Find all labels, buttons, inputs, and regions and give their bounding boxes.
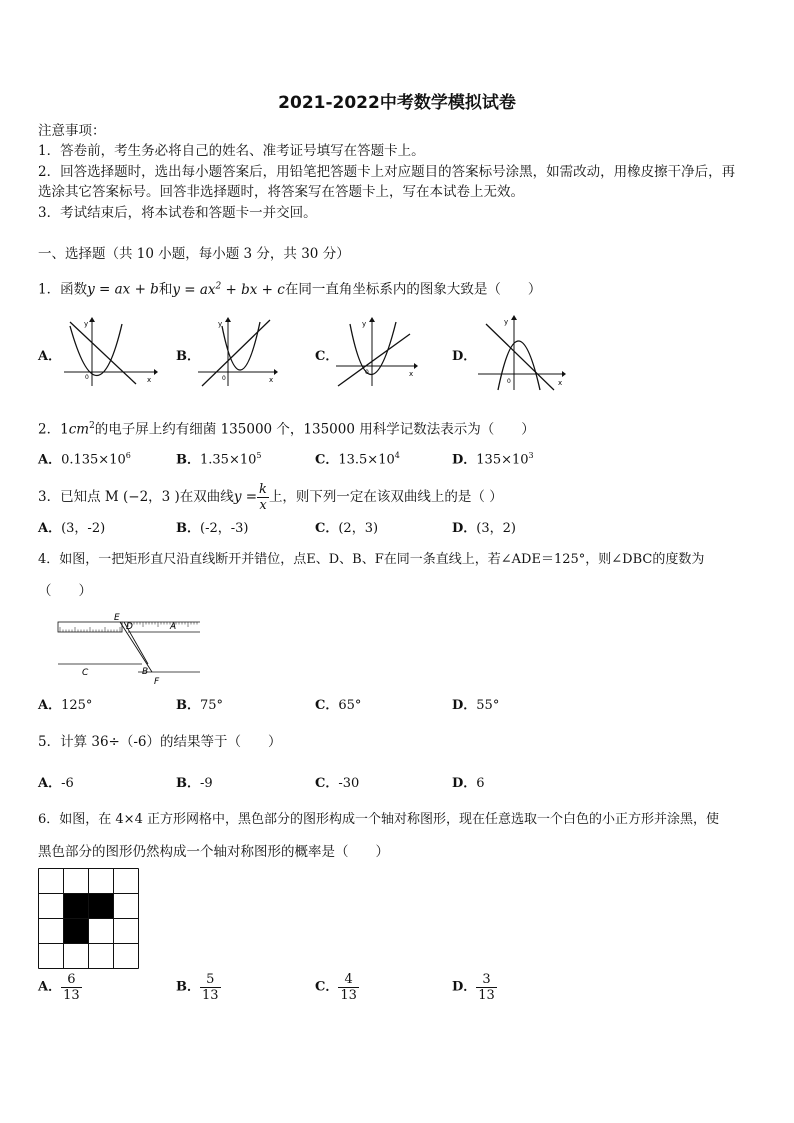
q2-pre: 2．1	[38, 421, 69, 438]
origin-label: 0	[85, 374, 89, 381]
q1-a-label: A．	[38, 349, 62, 364]
straight-line	[70, 322, 136, 384]
question-6-text-1: 6．如图，在 4×4 正方形网格中，黑色部分的图形构成一个轴对称图形，现在任意选取一个白色的小正方形并涂黑，使	[38, 812, 719, 827]
q4-d-label: D．	[452, 698, 477, 713]
q4-option-d[interactable]	[452, 697, 499, 715]
label-B: B	[142, 667, 149, 677]
q2-a-label: A．	[38, 452, 62, 468]
question-6-text-2: 黑色部分的图形仍然构成一个轴对称图形的概率是（ ）	[38, 844, 389, 860]
question-4-text: 4．如图，一把矩形直尺沿直线断开并错位，点E、D、B、F在同一条直线上，若∠ADE＝125°，则∠DBC的度数为	[38, 552, 705, 567]
q2-c-label: C．	[315, 452, 339, 468]
q6-option-c[interactable]	[315, 972, 359, 1003]
page-title: 2021-2022中考数学模拟试卷	[278, 93, 516, 113]
q1-graph-d	[476, 312, 570, 392]
q2-a-base: 0.135×10	[61, 452, 126, 468]
q2-b-label: B．	[176, 452, 200, 468]
q3-a-label: A．	[38, 521, 62, 536]
question-3-text	[38, 482, 503, 513]
y-axis-arrow	[511, 315, 517, 320]
origin-label: 0	[365, 369, 369, 376]
q1-option-a-label[interactable]	[38, 348, 61, 366]
q4-a-label: A．	[38, 698, 62, 713]
q4-b-label: B．	[176, 698, 200, 713]
q6-c-num: 4	[344, 972, 353, 987]
label-C: C	[82, 668, 89, 678]
y-axis-arrow	[89, 317, 95, 322]
notice-heading: 注意事项：	[38, 123, 106, 139]
q1-f2b: + bx + c	[221, 281, 285, 298]
q6-b-num: 5	[206, 972, 215, 987]
q2-option-b[interactable]	[176, 447, 261, 469]
q2-post: 的电子屏上约有细菌 135000 个，135000 用科学记数法表示为（ ）	[94, 421, 535, 438]
q6-d-fraction	[476, 972, 497, 1003]
x-label: x	[269, 376, 274, 384]
section-heading: 一、选择题（共 10 小题，每小题 3 分，共 30 分）	[38, 246, 350, 262]
q5-d-text: 6	[476, 776, 485, 791]
q3-b-text: (-2，-3)	[200, 521, 249, 536]
q2-b-exp: 5	[256, 451, 262, 460]
q3-option-b[interactable]	[176, 520, 248, 538]
q3-a-text: (3，-2)	[61, 521, 106, 536]
q6-b-fraction	[200, 972, 221, 1003]
q5-b-text: -9	[200, 776, 213, 791]
x-label: x	[147, 376, 152, 384]
q2-d-label: D．	[452, 452, 477, 468]
q1-graph-c	[334, 316, 420, 388]
ruler-right-ticks	[128, 622, 197, 627]
q3-y: y =	[233, 489, 258, 505]
q4-b-text: 75°	[200, 698, 224, 713]
q3-d-text: (3，2)	[476, 521, 516, 536]
q6-a-num: 6	[67, 972, 76, 987]
q6-option-d[interactable]	[452, 972, 497, 1003]
notice-item-3: 3．考试结束后，将本试卷和答题卡一并交回。	[38, 205, 317, 221]
parabola	[350, 322, 396, 375]
x-label: x	[409, 370, 414, 378]
q1-graph-a	[62, 316, 158, 388]
q5-d-label: D．	[452, 776, 477, 791]
q6-c-label: C．	[315, 979, 339, 995]
y-axis-arrow	[225, 317, 231, 322]
q3-c-text: (2，3)	[338, 521, 379, 536]
q2-unit: cm	[68, 421, 90, 438]
q1-f2-sup: 2	[215, 281, 222, 291]
q5-option-a[interactable]	[38, 775, 74, 793]
q6-b-den: 13	[202, 988, 219, 1003]
y-label: y	[362, 320, 367, 328]
q5-c-text: -30	[338, 776, 360, 791]
q1-formula-quadratic	[172, 282, 285, 298]
q1-graph-b	[196, 316, 280, 388]
q3-d-label: D．	[452, 521, 477, 536]
x-axis-arrow	[274, 369, 278, 375]
q6-d-num: 3	[482, 972, 491, 987]
q6-b-label: B．	[176, 979, 200, 995]
label-A: A	[170, 622, 177, 632]
q1-c-label: C．	[315, 349, 339, 364]
parabola	[70, 324, 122, 376]
origin-label: 0	[507, 378, 511, 385]
q3-den: x	[257, 497, 269, 513]
q2-c-base: 13.5×10	[338, 452, 395, 468]
q4-a-text: 125°	[61, 698, 93, 713]
q5-option-c[interactable]	[315, 775, 359, 793]
notice-item-2: 2．回答选择题时，选出每小题答案后，用铅笔把答题卡上对应题目的答案标号涂黑，如需改动，用橡皮擦干净后，再	[38, 164, 736, 180]
q1-post: 在同一直角坐标系内的图象大致是（ ）	[284, 281, 542, 298]
x-label: x	[558, 379, 563, 387]
q5-option-b[interactable]	[176, 775, 213, 793]
q6-option-a[interactable]	[38, 972, 82, 1003]
q6-a-den: 13	[63, 988, 80, 1003]
y-label: y	[84, 320, 89, 328]
q4-option-a[interactable]	[38, 697, 92, 715]
q2-unit-sup: 2	[89, 421, 95, 431]
q5-c-label: C．	[315, 776, 339, 791]
q1-b-label: B．	[176, 349, 200, 364]
q2-d-base: 135×10	[476, 452, 529, 468]
q3-b-label: B．	[176, 521, 200, 536]
q6-grid-figure	[38, 868, 140, 970]
q2-b-base: 1.35×10	[200, 452, 257, 468]
q5-b-label: B．	[176, 776, 200, 791]
q6-d-label: D．	[452, 979, 477, 995]
q1-formula-linear: y = ax + b	[87, 281, 159, 298]
label-D: D	[126, 622, 133, 632]
q4-option-b[interactable]	[176, 697, 223, 715]
q3-fraction	[257, 482, 269, 513]
x-axis-arrow	[562, 371, 566, 377]
y-label: y	[218, 320, 223, 328]
grid-lines	[39, 869, 139, 969]
question-4-paren: （ ）	[38, 583, 92, 599]
q1-f2: y = ax	[172, 281, 216, 298]
y-axis-arrow	[369, 317, 375, 322]
q6-c-fraction	[338, 972, 359, 1003]
q2-c-exp: 4	[394, 451, 400, 460]
transversal-EF	[120, 622, 152, 672]
straight-line	[202, 320, 270, 386]
origin-label: 0	[222, 375, 226, 382]
q6-option-b[interactable]	[176, 972, 221, 1003]
label-E: E	[114, 613, 120, 623]
q4-d-text: 55°	[476, 698, 500, 713]
q2-d-exp: 3	[528, 451, 534, 460]
q1-d-label: D．	[452, 349, 477, 364]
q5-a-label: A．	[38, 776, 62, 791]
q4-option-c[interactable]	[315, 697, 361, 715]
q6-d-den: 13	[478, 988, 495, 1003]
q6-a-fraction	[61, 972, 82, 1003]
notice-item-2-cont: 选涂其它答案标号。回答非选择题时，将答案写在答题卡上，写在本试卷上无效。	[38, 184, 524, 200]
q3-option-d[interactable]	[452, 520, 516, 538]
q2-option-c[interactable]	[315, 447, 400, 469]
q6-c-den: 13	[340, 988, 357, 1003]
q4-ruler-figure	[56, 612, 206, 686]
parabola	[498, 341, 540, 390]
q5-option-d[interactable]	[452, 775, 485, 793]
q2-a-exp: 6	[125, 451, 131, 460]
question-5-text: 5．计算 36÷（-6）的结果等于（ ）	[38, 734, 282, 750]
straight-line	[338, 334, 410, 386]
q6-a-label: A．	[38, 979, 62, 995]
q3-post: 上，则下列一定在该双曲线上的是（ ）	[268, 489, 503, 505]
q1-option-d-label[interactable]	[452, 348, 476, 366]
q1-pre: 1．函数	[38, 281, 88, 298]
q2-option-a[interactable]	[38, 447, 131, 469]
question-2-text	[38, 416, 535, 440]
q3-c-label: C．	[315, 521, 339, 536]
q4-c-label: C．	[315, 698, 339, 713]
q5-a-text: -6	[61, 776, 74, 791]
straight-line	[486, 324, 554, 390]
q2-option-d[interactable]	[452, 447, 534, 469]
black-cell-row3	[63, 918, 88, 943]
notice-item-1: 1．答卷前，考生务必将自己的姓名、准考证号填写在答题卡上。	[38, 143, 425, 159]
q3-option-a[interactable]	[38, 520, 105, 538]
question-1-text	[38, 276, 541, 300]
x-axis-arrow	[154, 369, 158, 375]
y-label: y	[504, 318, 509, 326]
q3-num: k	[259, 482, 267, 497]
q3-option-c[interactable]	[315, 520, 378, 538]
q1-and: 和	[158, 281, 173, 298]
x-axis-arrow	[414, 363, 418, 369]
q4-c-text: 65°	[338, 698, 362, 713]
label-F: F	[154, 677, 160, 686]
q3-pre: 3．已知点 M (−2，3 )在双曲线	[38, 489, 234, 505]
